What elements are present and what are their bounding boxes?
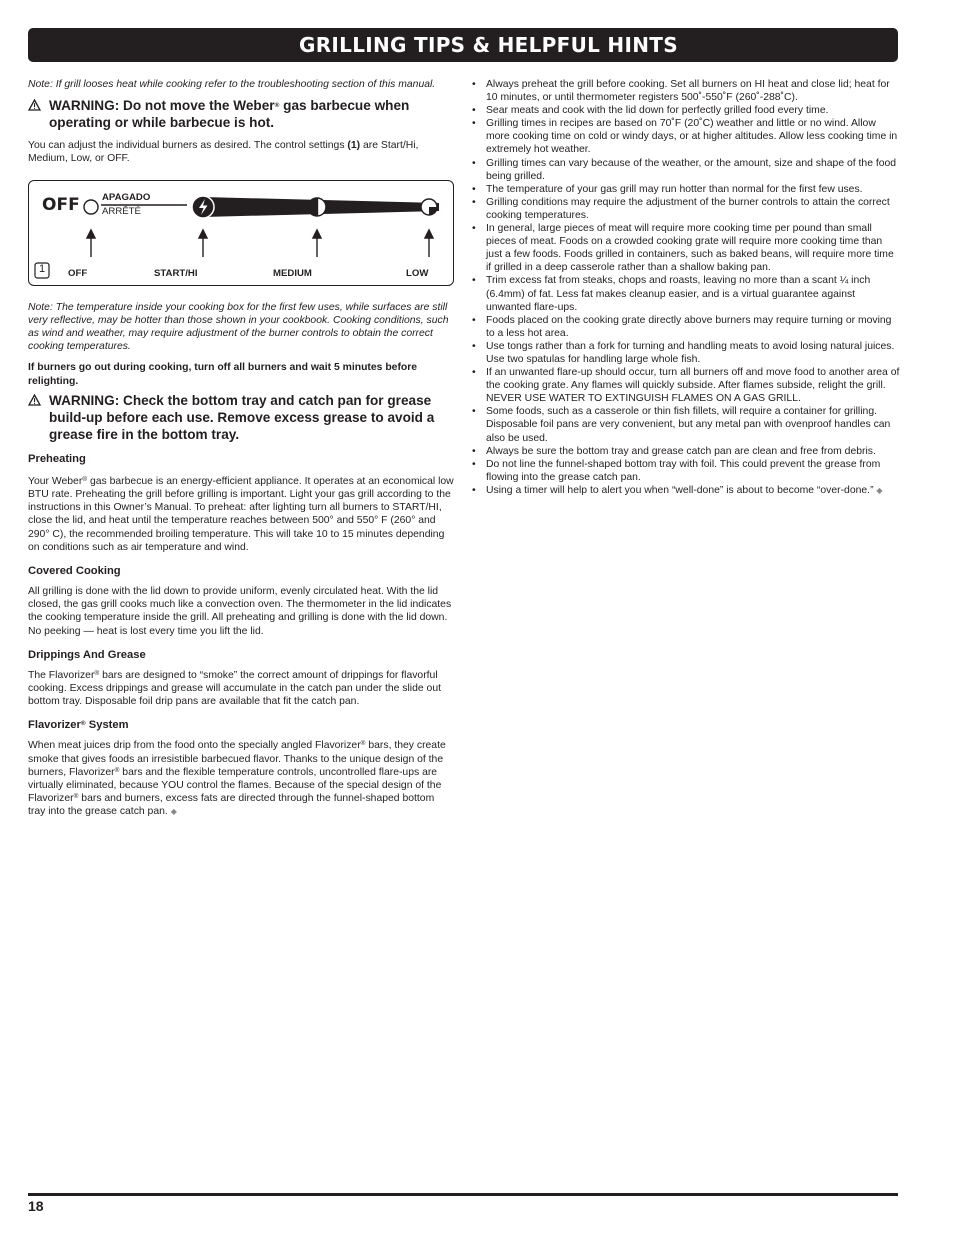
apagado-label: APAGADO <box>102 191 151 203</box>
label-off: OFF <box>68 267 88 279</box>
note-temperature: Note: The temperature inside your cooking box for the first few uses, while surfaces are still very reflective, may be hotter than those shown in your cookbook. Cooking conditions, such as wind and weather, may require adjustment of the burner controls to obtain the correct cooking temperatures. <box>28 301 449 353</box>
list-item: • Foods placed on the cooking grate directly above burners may require turning or moving to a less hot area. <box>472 314 900 340</box>
list-item: • Trim excess fat from steaks, chops and roasts, leaving no more than a scant ¼ inch (6.4mm) of fat. Less fat makes cleanup easier, and is a virtual guarantee against unwanted flare-ups. <box>472 274 900 313</box>
right-column <box>472 78 900 497</box>
text-part: bars and burners, excess fats are directed through the funnel-shaped bottom tray into the grease catch pan. <box>28 793 435 818</box>
registered-mark: ® <box>80 720 86 728</box>
list-item <box>472 484 900 497</box>
page-number: 18 <box>28 1198 44 1214</box>
list-item: • In general, large pieces of meat will require more cooking time per pound than small pieces of meat. Foods on a crowded cooking grate will require more cooking time than just a few foods. Foods grilled in containers, such as baked beans, will require more time if grilled in a deep casserole rather than a shallow baking pan. <box>472 222 900 274</box>
text-part: System <box>85 719 129 732</box>
page-title: GRILLING TIPS & HELPFUL HINTS <box>299 33 678 57</box>
end-mark-icon: ◆ <box>876 485 883 495</box>
warning-grease <box>28 392 454 443</box>
text-part: When meat juices drip from the food onto the specially angled Flavorizer <box>28 740 361 752</box>
tips-list <box>472 78 900 497</box>
title-bar <box>28 28 898 62</box>
note-heat-loss: Note: If grill looses heat while cooking refer to the troubleshooting section of this manual. <box>28 79 436 90</box>
list-item: • The temperature of your gas grill may run hotter than normal for the first few uses. <box>472 183 900 196</box>
registered-mark: ® <box>94 669 100 677</box>
end-mark-icon: ◆ <box>170 807 177 817</box>
heading-covered-cooking: Covered Cooking <box>28 565 121 578</box>
flavorizer-text <box>28 739 454 818</box>
registered-mark: ® <box>82 475 88 483</box>
drippings-text <box>28 669 454 709</box>
burners-out-text: If burners go out during cooking, turn off all burners and wait 5 minutes before relighting. <box>28 362 418 387</box>
footer-rule <box>28 1193 898 1196</box>
label-low: LOW <box>406 267 429 279</box>
warning-text-part: gas barbecue when operating or while barbecue is hot. <box>49 98 410 131</box>
callout-number: 1 <box>39 262 46 275</box>
text-part: bars are designed to “smoke” the correct amount of drippings for flavorful cooking. Excess drippings and grease will accumulate in the catch pan under the slide out bottom tray. Disposable foil drip pans are available that fit the catch pan. <box>28 669 441 708</box>
list-item: • Do not line the funnel-shaped bottom tray with foil. This could prevent the grease from flowing into the grease catch pan. <box>472 458 900 484</box>
warning-icon <box>28 392 49 443</box>
warning-do-not-move <box>28 97 454 131</box>
list-item: • Grilling times can vary because of the weather, or the amount, size and shape of the food being grilled. <box>472 157 900 183</box>
text-part: bars, they create smoke that gives foods an irresistible barbecued flavor. Thanks to the unique design of the burners, Flavorizer <box>28 740 446 778</box>
text-part: The Flavorizer <box>28 669 95 681</box>
covered-cooking-text: All grilling is done with the lid down to provide uniform, evenly circulated heat. With the lid closed, the gas grill cooks much like a convection oven. The thermometer in the lid indicates the cooking temperature inside the grill. All preheating and grilling is done with the lid down. No peeking — heat is lost every time you lift the lid. <box>28 586 452 637</box>
text-part: bars and the flexible temperature controls, uncontrolled flare-ups are virtually eliminated, because YOU control the flames. Because of the special design of the Flavorizer <box>28 766 442 805</box>
registered-mark: ® <box>114 766 120 774</box>
list-item: • If an unwanted flare-up should occur, turn all burners off and move food to another area of the cooking grate. Any flames will quickly subside. After flames subside, relight the grill. NEVER USE WATER TO EXTINGUISH FLAMES ON A GAS GRILL. <box>472 366 900 405</box>
text-part: Using a timer will help to alert you when “well-done” is about to become “over-done.” <box>486 484 877 496</box>
heading-preheating: Preheating <box>28 452 86 465</box>
off-text: OFF <box>42 194 80 215</box>
text-part: Your Weber <box>28 475 83 487</box>
off-circle-icon <box>84 200 98 214</box>
text-part: Flavorizer <box>28 719 81 732</box>
registered-mark: ® <box>73 793 79 801</box>
list-item: • Some foods, such as a casserole or thin fish fillets, will require a container for grilling. Disposable foil pans are very convenient, but any metal pan with ovenproof handles can also be used. <box>472 405 900 444</box>
warning-icon <box>28 97 49 131</box>
warning-text: WARNING: Check the bottom tray and catch pan for grease build-up before each use. Remove excess grease to avoid a grease fire in the bottom tray. <box>49 392 435 442</box>
registered-mark: ® <box>274 102 280 110</box>
label-start-hi: START/HI <box>154 267 198 279</box>
list-item: • Always be sure the bottom tray and grease catch pan are clean and free from debris. <box>472 445 900 458</box>
warning-text <box>49 97 454 131</box>
control-settings-graphic <box>29 181 453 285</box>
adjust-text-part: You can adjust the individual burners as desired. The control settings <box>28 140 348 152</box>
text-part: gas barbecue is an energy-efficient appliance. It operates at an economical low BTU rate. Preheating the grill before grilling is important. Light your gas grill according to the instructions in this Owner’s Manual. To preheat: after lighting turn all burners to START/HI, close the lid, and heat until the temperature reaches between 500° and 550° F (260° and 290° C), the recommended broiling temperature. This will take 10 to 15 minutes depending on conditions such as air temperature and wind. <box>28 475 454 553</box>
adjust-burners-text <box>28 139 454 165</box>
heading-drippings: Drippings And Grease <box>28 648 146 661</box>
left-column <box>28 78 454 819</box>
burner-control-diagram <box>28 180 454 286</box>
preheating-text <box>28 475 454 554</box>
adjust-text-part: are Start/Hi, Medium, Low, or OFF. <box>28 140 419 165</box>
registered-mark: ® <box>360 740 366 748</box>
setting-arrows <box>87 230 433 257</box>
arrete-label: ARRÊTÉ <box>102 205 141 217</box>
warning-text-part: WARNING: Do not move the Weber <box>49 98 275 114</box>
label-medium: MEDIUM <box>273 267 312 279</box>
list-item: • Grilling conditions may require the adjustment of the burner controls to attain the correct cooking temperatures. <box>472 196 900 222</box>
figure-reference: (1) <box>347 140 361 152</box>
list-item: • Always preheat the grill before cooking. Set all burners on HI heat and close lid; heat for 10 minutes, or until thermometer registers 500˚-550˚F (260˚-288˚C). <box>472 78 900 104</box>
heading-flavorizer-system <box>28 718 454 732</box>
list-item: • Sear meats and cook with the lid down for perfectly grilled food every time. <box>472 104 900 117</box>
list-item: • Grilling times in recipes are based on 70˚F (20˚C) weather and little or no wind. Allow more cooking time on cold or windy days, or at higher altitudes. Allow less cooking time in extremely hot weather. <box>472 117 900 156</box>
list-item: • Use tongs rather than a fork for turning and handling meats to avoid losing natural juices. Use two spatulas for handling large whole fish. <box>472 340 900 366</box>
